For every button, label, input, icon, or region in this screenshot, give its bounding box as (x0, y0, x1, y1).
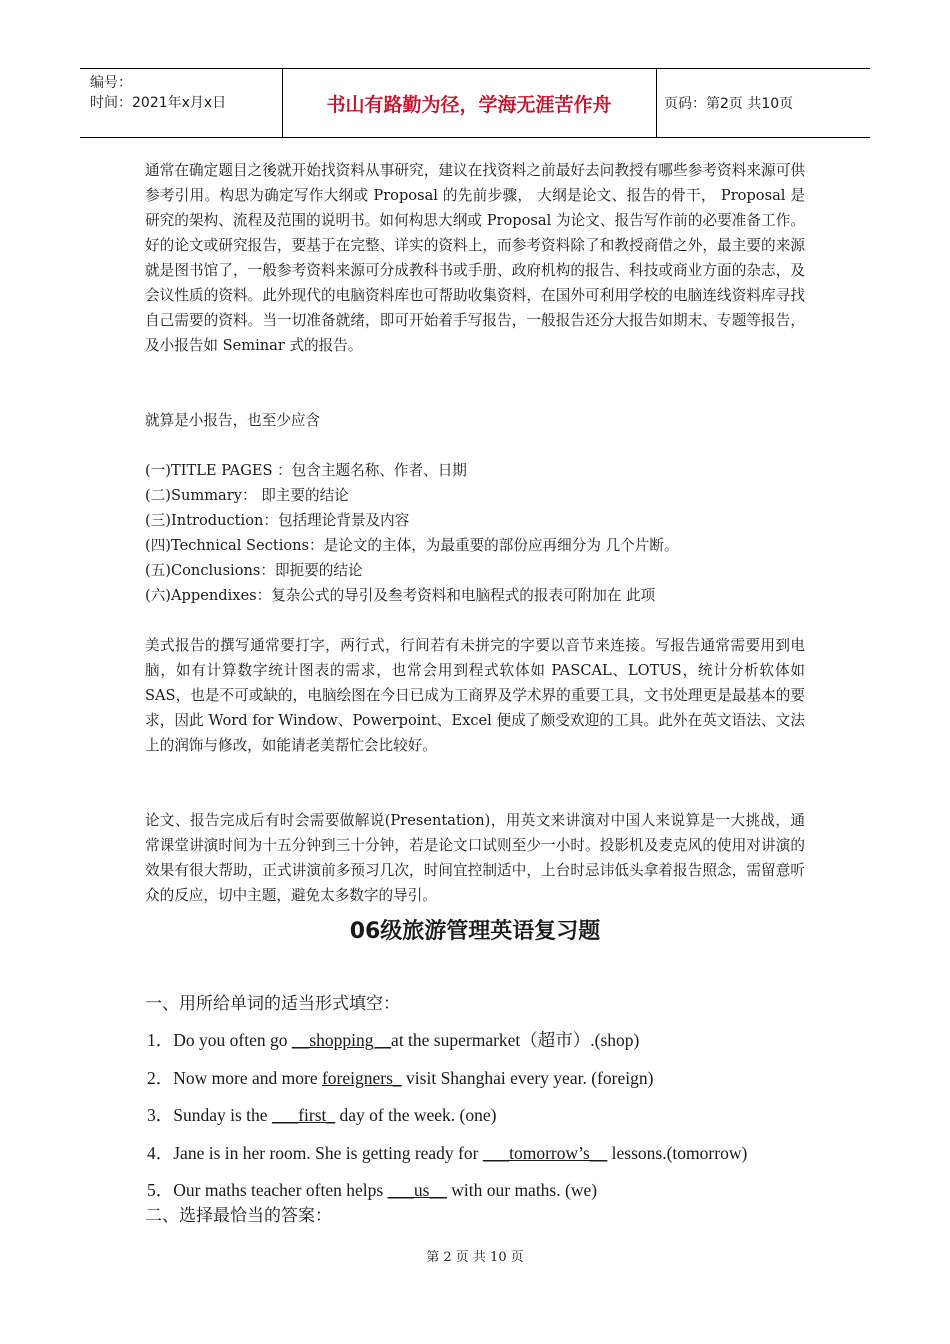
header-divider (656, 69, 657, 137)
answer-blank: foreigners_ (321, 1068, 402, 1088)
question-text: with our maths. (we) (446, 1180, 598, 1200)
question-number: 5． (147, 1180, 174, 1200)
paragraph-minimum: 就算是小报告，也至少应含 (145, 412, 321, 429)
question-text: Jane is in her room. She is getting ready for (173, 1143, 483, 1163)
header-left (90, 73, 226, 113)
header-motto: 书山有路勤为径，学海无涯苦作舟 (326, 93, 612, 116)
question-number: 1． (147, 1030, 174, 1050)
list-item: (六)Appendixes：复杂公式的导引及叁考资料和电脑程式的报表可附加在 此项 (145, 587, 656, 604)
question-text: day of the week. (one) (335, 1105, 497, 1125)
question-item (147, 1141, 747, 1165)
question-text: Sunday is the (173, 1105, 272, 1125)
question-item (147, 1028, 639, 1052)
exam-title: 06级旅游管理英语复习题 (349, 919, 601, 944)
list-item: (五)Conclusions：即扼要的结论 (145, 562, 363, 579)
answer-blank: ___first_ (271, 1105, 336, 1125)
page-header (80, 68, 870, 138)
paragraph-research: 通常在确定题目之後就开始找资料从事研究，建议在找资料之前最好去问教授有哪些参考资料来源可供参考引用。构思为确定写作大纲或 Proposal 的先前步骤， 大纲是论文、报告的骨干， Proposal 是研究的架构、流程及范围的说明书。如何构思大纲或 Proposal 为论文、报告写作前的必要准备工作。好的论文或研究报告，要基于在完整、详实的资料上，而参考资料除了和教授商借之外，最主要的来源就是图书馆了，一般参考资料来源可分成教科书或手册、政府机构的报告、科技或商业方面的杂志，及会议性质的资料。此外现代的电脑资料库也可帮助收集资料，在国外可利用学校的电脑连线资料库寻找自己需要的资料。当一切准备就绪，即可开始着手写报告，一般报告还分大报告如期末、专题等报告，及小报告如 Seminar 式的报告。 (145, 162, 805, 354)
question-item (147, 1178, 597, 1202)
question-text: Do you often go (173, 1030, 292, 1050)
question-number: 2． (147, 1068, 174, 1088)
date-label: 时间：2021年x月x日 (90, 95, 227, 111)
list-item: (四)Technical Sections：是论文的主体，为最重要的部份应再细分为 几个片断。 (145, 537, 679, 554)
answer-blank: ___tomorrow’s__ (482, 1143, 608, 1163)
question-item (147, 1103, 496, 1127)
question-item (147, 1066, 653, 1090)
paragraph-typing: 美式报告的撰写通常要打字，两行式，行间若有未拼完的字要以音节来连接。写报告通常需要用到电脑，如有计算数字统计图表的需求，也常会用到程式软体如 PASCAL、LOTUS，统计分析软体如 SAS，也是不可或缺的，电脑绘图在今日已成为工商界及学术界的重要工具，文书处理更是最基本的要求，因此 Word for Window、Powerpoint、Excel 便成了颇受欢迎的工具。此外在英文语法、文法上的润饰与修改，如能请老美帮忙会比较好。 (145, 637, 805, 754)
header-page-info: 页码：第2页 共10页 (664, 96, 794, 112)
list-item: (一)TITLE PAGES ：包含主题名称、作者、日期 (145, 462, 467, 479)
question-number: 3． (147, 1105, 174, 1125)
list-item: (二)Summary： 即主要的结论 (145, 487, 349, 504)
question-number: 4． (147, 1143, 174, 1163)
code-label: 编号： (90, 75, 132, 91)
question-text: at the supermarket（超市）.(shop) (391, 1030, 640, 1050)
question-text: Now more and more (173, 1068, 322, 1088)
paragraph-presentation: 论文、报告完成后有时会需要做解说(Presentation)，用英文来讲演对中国人来说算是一大挑战，通常课堂讲演时间为十五分钟到三十分钟，若是论文口试则至少一小时。投影机及麦克风的使用对讲演的效果有很大帮助，正式讲演前多预习几次，时间宜控制适中，上台时忌讳低头拿着报告照念，需留意听众的反应，切中主题，避免太多数字的导引。 (145, 812, 805, 904)
list-item: (三)Introduction：包括理论背景及内容 (145, 512, 410, 529)
section-heading: 二、选择最恰当的答案： (145, 1206, 332, 1226)
section-heading: 一、用所给单词的适当形式填空： (145, 994, 400, 1014)
page-footer: 第 2 页 共 10 页 (426, 1250, 524, 1265)
question-text: Our maths teacher often helps (173, 1180, 388, 1200)
answer-blank: ___us__ (387, 1180, 447, 1200)
question-text: lessons.(tomorrow) (607, 1143, 748, 1163)
answer-blank: __shopping__ (291, 1030, 392, 1050)
question-text: visit Shanghai every year. (foreign) (401, 1068, 654, 1088)
